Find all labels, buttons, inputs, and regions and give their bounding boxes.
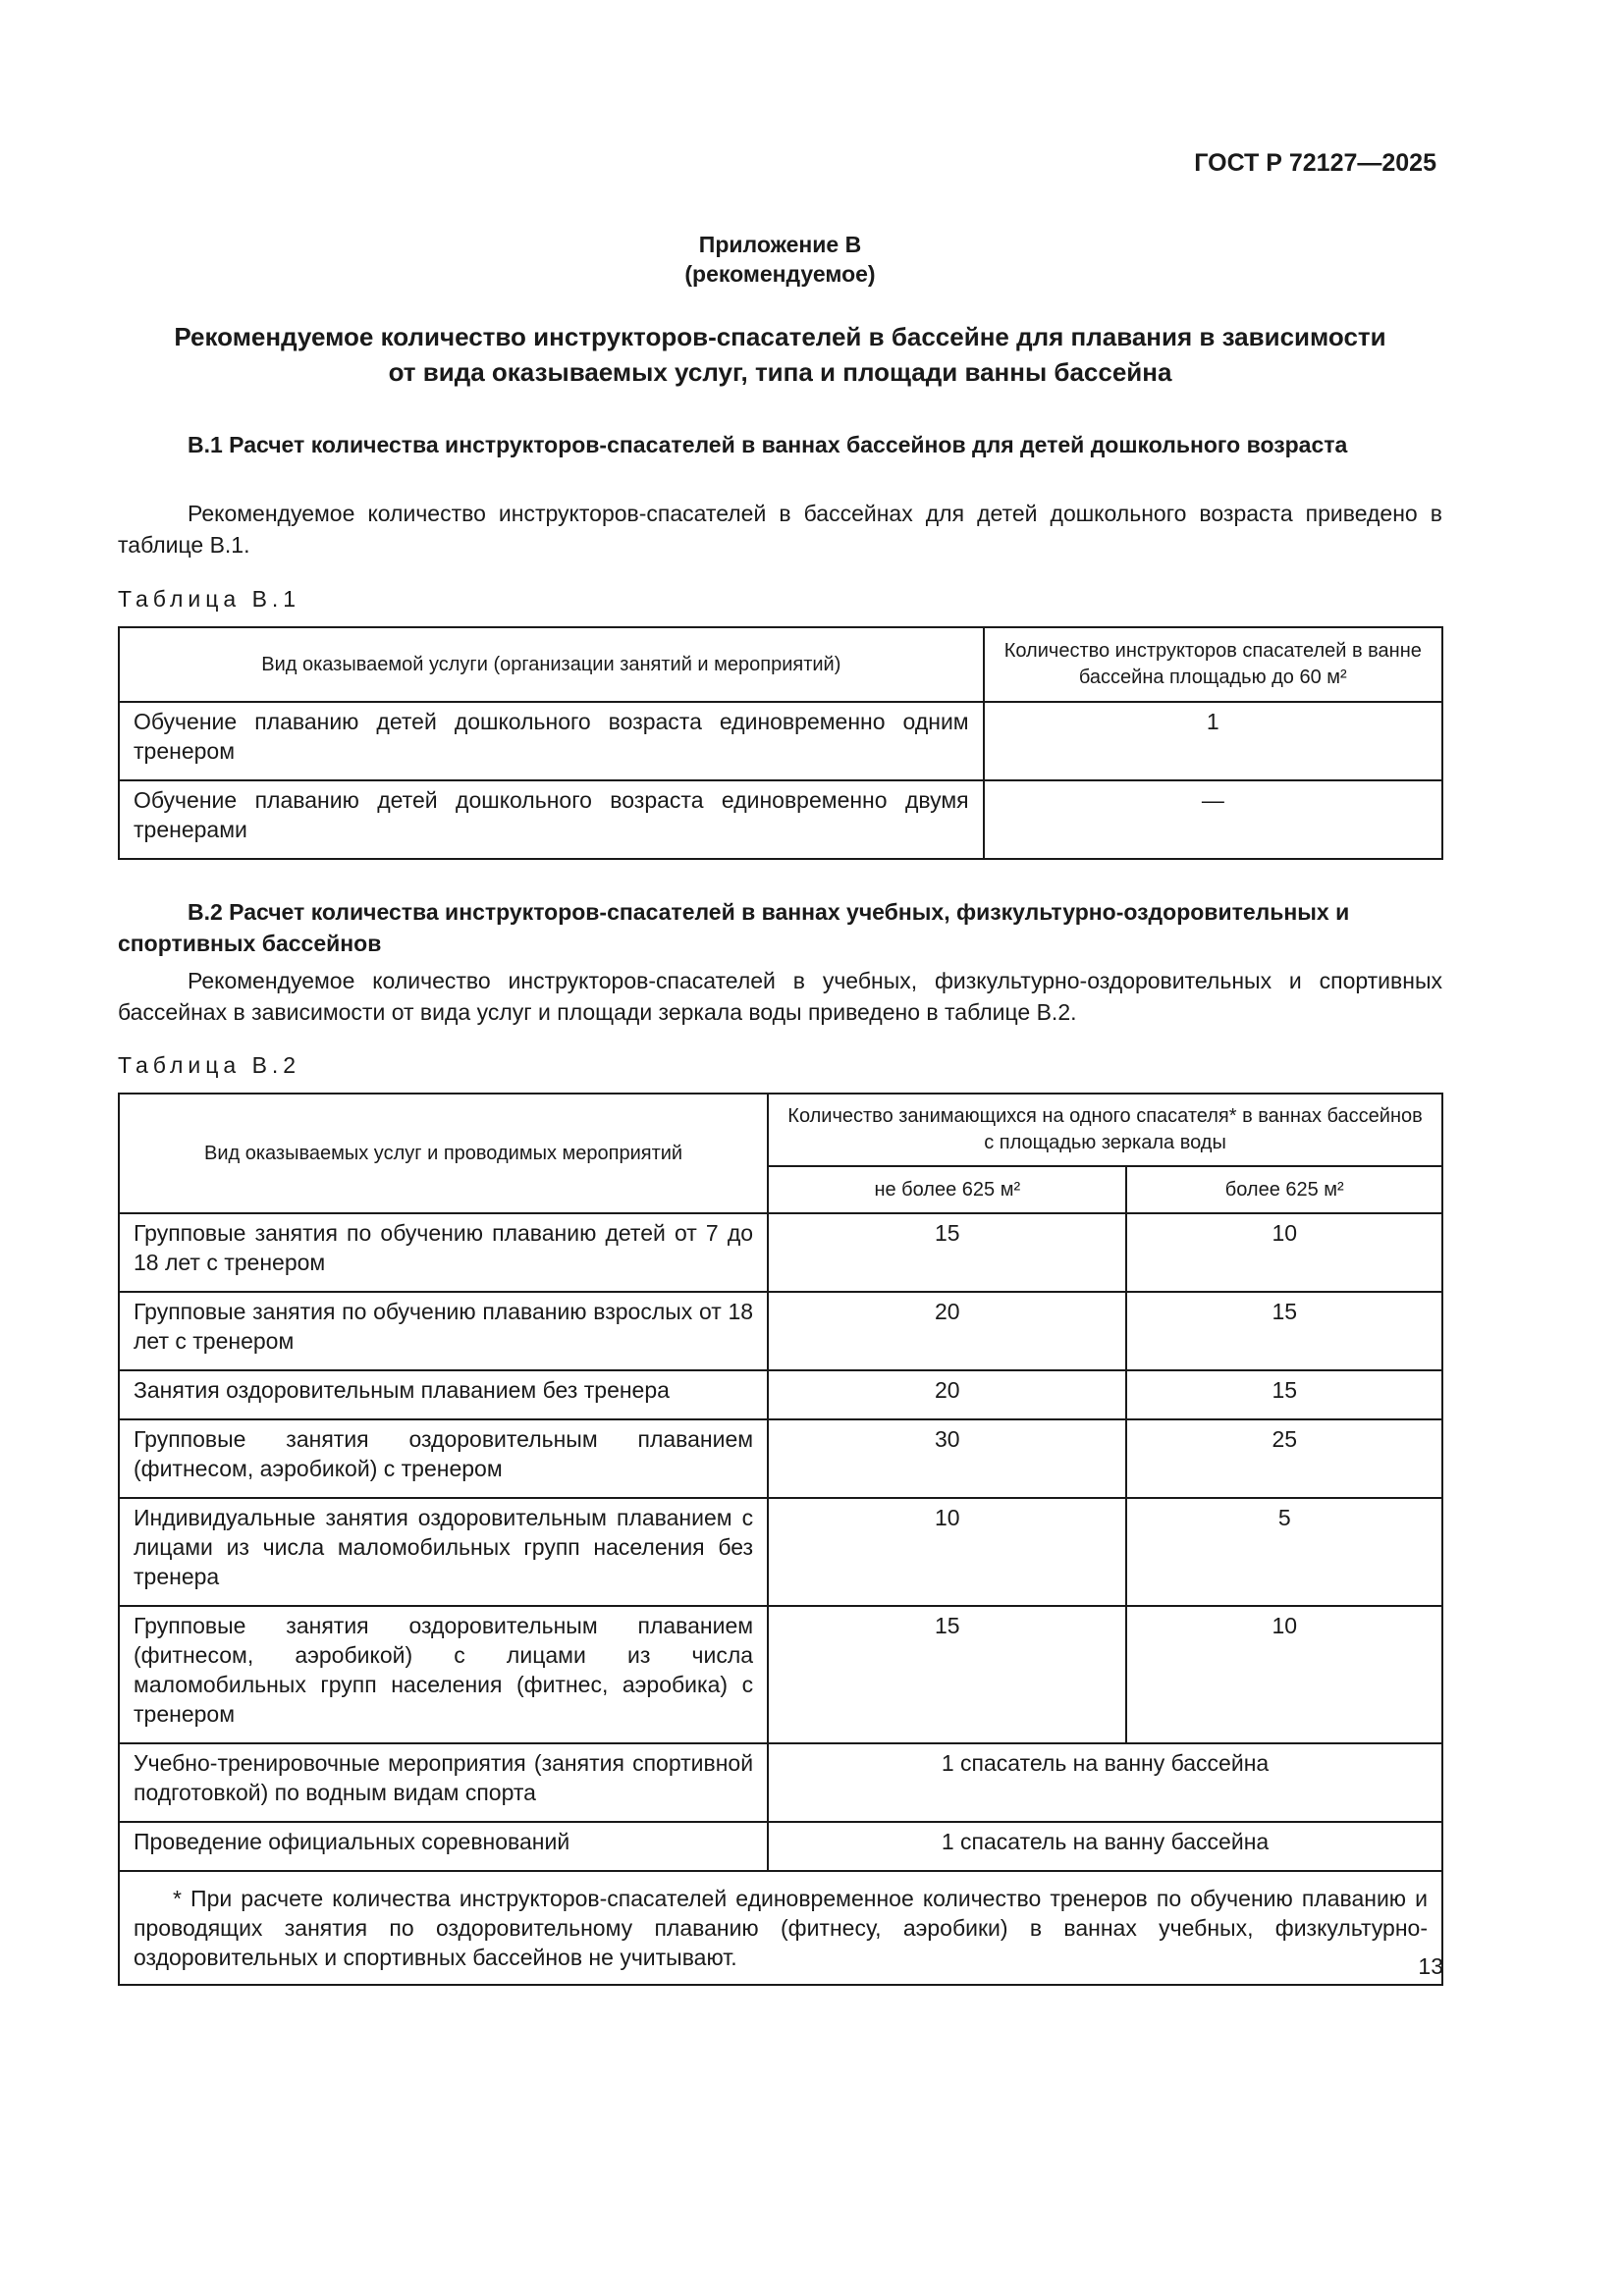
table-cell-value: — [984, 780, 1442, 859]
table-cell-service: Обучение плаванию детей дошкольного возраста единовременно одним тренером [119, 702, 984, 780]
table-cell-large: 5 [1126, 1498, 1442, 1606]
table-cell-service: Занятия оздоровительным плаванием без тренера [119, 1370, 768, 1419]
table-2-header-small-area: не более 625 м² [768, 1166, 1126, 1213]
table-cell-service: Учебно-тренировочные мероприятия (занятия спортивной подготовкой) по водным видам спорта [119, 1743, 768, 1822]
table-cell-service: Групповые занятия оздоровительным плаванием (фитнесом, аэробикой) с тренером [119, 1419, 768, 1498]
table-row [119, 1213, 1442, 1292]
annex-title: Приложение В [698, 232, 862, 257]
table-2 [118, 1093, 1443, 1986]
section-1-heading: В.1 Расчет количества инструкторов-спасателей в ваннах бассейнов для детей дошкольного возраста [188, 432, 1348, 457]
table-row [119, 1292, 1442, 1370]
table-cell-large: 10 [1126, 1606, 1442, 1743]
table-cell-small: 20 [768, 1370, 1126, 1419]
table-cell-service: Обучение плаванию детей дошкольного возраста единовременно двумя тренерами [119, 780, 984, 859]
annex-name-line-1: Рекомендуемое количество инструкторов-спасателей в бассейне для плавания в зависимости [174, 322, 1386, 351]
page-number: 13 [1418, 1953, 1443, 1979]
table-cell-value: 1 [984, 702, 1442, 780]
section-1-paragraph: Рекомендуемое количество инструкторов-спасателей в бассейнах для детей дошкольного возраста приведено в таблице В.1. [118, 501, 1442, 558]
annex-name-line-2: от вида оказываемых услуг, типа и площади ванны бассейна [388, 357, 1172, 387]
table-row [119, 780, 1442, 859]
table-row [119, 1743, 1442, 1822]
table-2-header-group: Количество занимающихся на одного спасателя* в ваннах бассейнов с площадью зеркала воды [768, 1094, 1442, 1166]
table-cell-large: 15 [1126, 1370, 1442, 1419]
table-row [119, 1498, 1442, 1606]
table-cell-service: Групповые занятия оздоровительным плаванием (фитнесом, аэробикой) с лицами из числа маломобильных групп населения (фитнес, аэробика) с тренером [119, 1606, 768, 1743]
table-cell-small: 30 [768, 1419, 1126, 1498]
section-2-heading: В.2 Расчет количества инструкторов-спасателей в ваннах учебных, физкультурно-оздоровительных и спортивных бассейнов [118, 899, 1350, 956]
table-2-header-large-area: более 625 м² [1126, 1166, 1442, 1213]
table-1-caption: Таблица В.1 [118, 586, 301, 612]
table-cell-service: Групповые занятия по обучению плаванию взрослых от 18 лет с тренером [119, 1292, 768, 1370]
table-cell-small: 15 [768, 1606, 1126, 1743]
table-cell-large: 25 [1126, 1419, 1442, 1498]
table-2-footnote: * При расчете количества инструкторов-спасателей единовременное количество тренеров по обучению плаванию и проводящих занятия по оздоровительному плаванию (фитнесу, аэробики) в ваннах учебных, физкультурно-оздоровительных и спортивных бассейнов не учитывают. [119, 1871, 1442, 1985]
table-cell-merged-value: 1 спасатель на ванну бассейна [768, 1743, 1442, 1822]
table-row [119, 702, 1442, 780]
table-cell-large: 10 [1126, 1213, 1442, 1292]
table-2-footnote-row [119, 1871, 1442, 1985]
table-cell-service: Индивидуальные занятия оздоровительным плаванием с лицами из числа маломобильных групп населения без тренера [119, 1498, 768, 1606]
table-1-header-count: Количество инструкторов спасателей в ванне бассейна площадью до 60 м² [984, 627, 1442, 702]
table-cell-small: 10 [768, 1498, 1126, 1606]
annex-status: (рекомендуемое) [684, 261, 876, 287]
table-row [119, 1606, 1442, 1743]
standard-number: ГОСТ Р 72127—2025 [1194, 149, 1436, 177]
table-1-header-service: Вид оказываемой услуги (организации занятий и мероприятий) [119, 627, 984, 702]
table-2-header-row [119, 1094, 1442, 1166]
table-row [119, 1822, 1442, 1871]
table-row [119, 1419, 1442, 1498]
table-cell-merged-value: 1 спасатель на ванну бассейна [768, 1822, 1442, 1871]
table-cell-service: Проведение официальных соревнований [119, 1822, 768, 1871]
table-cell-small: 20 [768, 1292, 1126, 1370]
table-1-header-row [119, 627, 1442, 702]
table-1 [118, 626, 1443, 860]
annex-heading [118, 230, 1442, 289]
table-cell-small: 15 [768, 1213, 1126, 1292]
table-row [119, 1370, 1442, 1419]
table-2-header-service: Вид оказываемых услуг и проводимых мероприятий [119, 1094, 768, 1213]
table-cell-large: 15 [1126, 1292, 1442, 1370]
table-2-caption: Таблица В.2 [118, 1052, 301, 1078]
annex-name [118, 319, 1442, 390]
section-2-paragraph: Рекомендуемое количество инструкторов-спасателей в учебных, физкультурно-оздоровительных и спортивных бассейнах в зависимости от вида услуг и площади зеркала воды приведено в таблице В.2. [118, 968, 1442, 1025]
table-cell-service: Групповые занятия по обучению плаванию детей от 7 до 18 лет с тренером [119, 1213, 768, 1292]
